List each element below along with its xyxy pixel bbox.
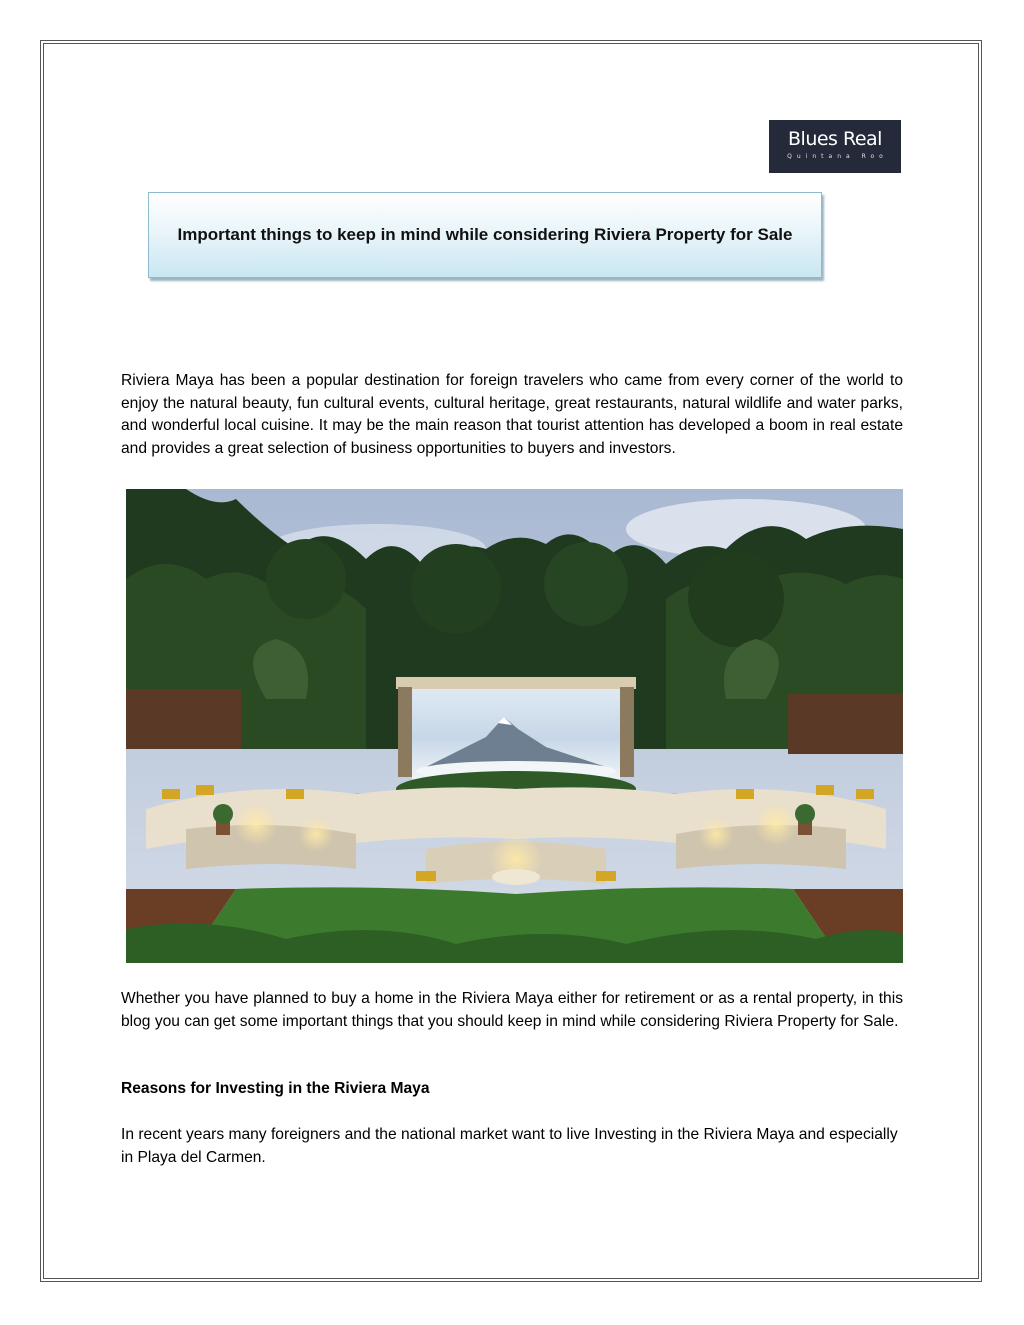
resort-garden-photo (126, 489, 903, 963)
second-paragraph: Whether you have planned to buy a home in the Riviera Maya either for retirement or as a rental property, in this blog you can get some important things that you should keep in mind while considering Riviera Property for Sale. (121, 990, 903, 1030)
logo-brand-name: Blues Real (788, 128, 882, 150)
intro-paragraph: Riviera Maya has been a popular destination for foreign travelers who came from every corner of the world to enjoy the natural beauty, fun cultural events, cultural heritage, great restaurants, natural wildlife and water parks, and wonderful local cuisine. It may be the main reason that tourist attention has developed a boom in real estate and provides a great selection of business opportunities to buyers and investors. (121, 372, 903, 457)
section-heading: Reasons for Investing in the Riviera Maya (121, 1080, 430, 1097)
page-title: Important things to keep in mind while considering Riviera Property for Sale (177, 225, 793, 244)
brand-logo (769, 120, 901, 173)
title-banner (148, 192, 822, 278)
logo-tagline: Quintana Roo (787, 153, 888, 160)
third-paragraph: In recent years many foreigners and the national market want to live Investing in the Riviera Maya and especially in Playa del Carmen. (121, 1126, 898, 1166)
